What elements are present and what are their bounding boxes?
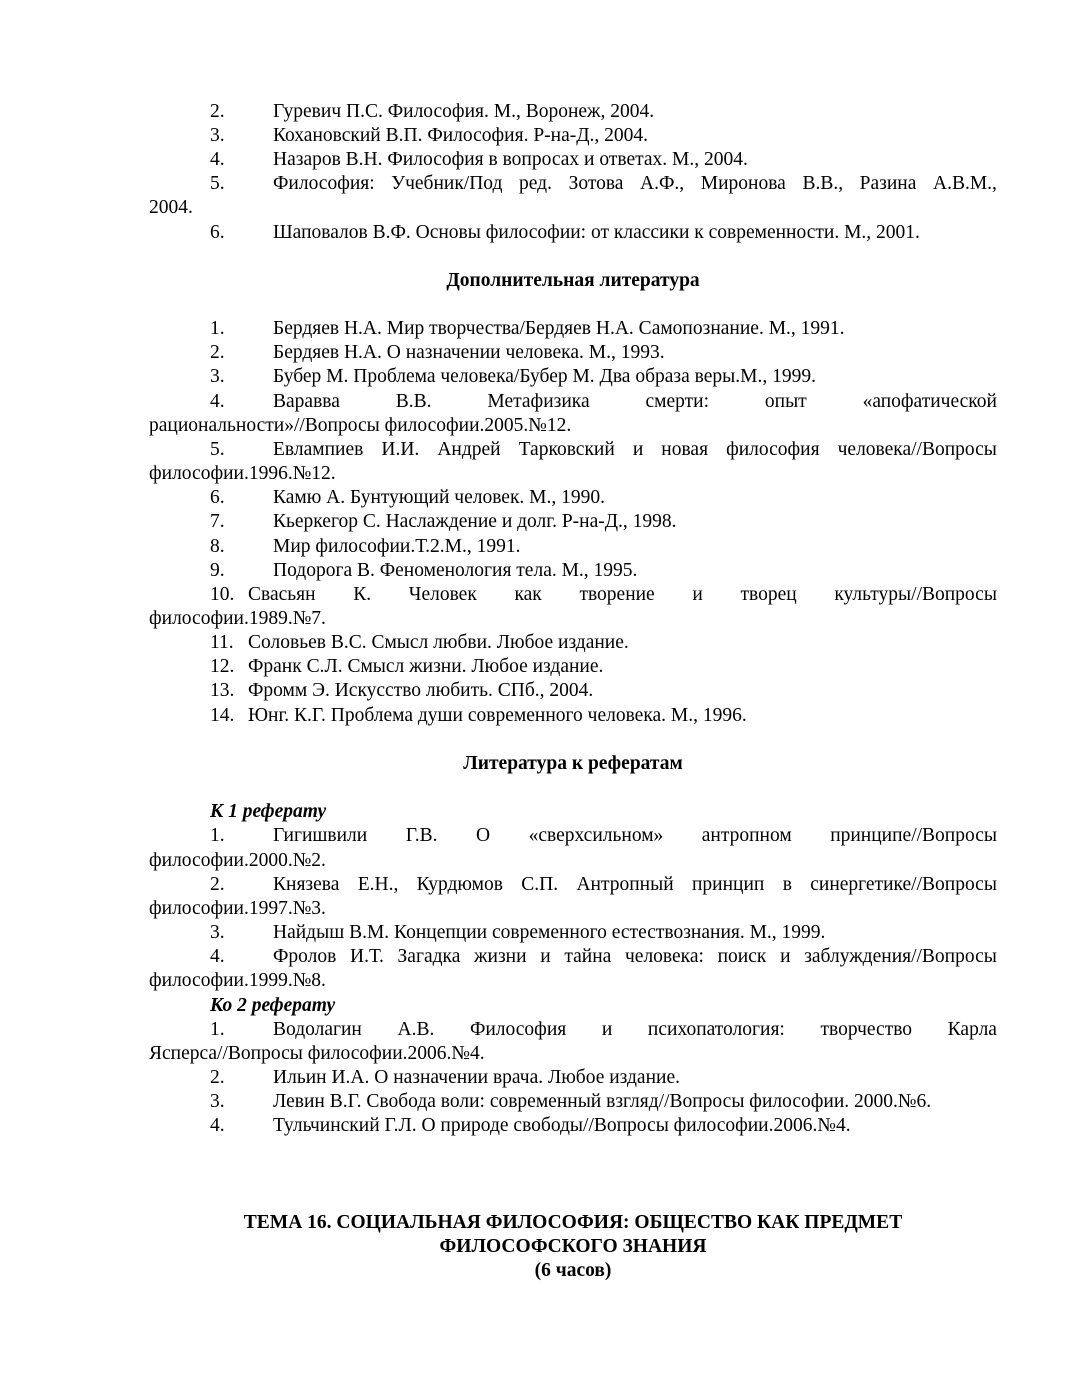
- word: Философия: [469, 1019, 567, 1040]
- item-number: 3.: [210, 125, 225, 146]
- word: Варавва: [273, 391, 340, 412]
- item-text: [273, 873, 997, 897]
- item-number: 1.: [210, 825, 225, 846]
- item-number: 6.: [210, 487, 225, 508]
- list-item: [0, 124, 1071, 148]
- item-number: 2.: [210, 101, 225, 122]
- item-text: Мир философии.Т.2.М., 1991.: [273, 536, 521, 557]
- word: И.Т.: [350, 946, 384, 967]
- item-text: [273, 1018, 997, 1042]
- item-number: 4.: [210, 946, 225, 967]
- item-number: 6.: [210, 222, 225, 243]
- item-text: Кохановский В.П. Философия. Р-на-Д., 2004.: [273, 125, 649, 146]
- word: заблуждения//Вопросы: [804, 946, 997, 967]
- item-text: [273, 172, 997, 196]
- list-item: [0, 390, 1071, 414]
- item-number: 2.: [210, 874, 225, 895]
- word: как: [514, 584, 542, 605]
- item-number: 2.: [210, 342, 225, 363]
- item-number: 2.: [210, 1067, 225, 1088]
- word: Учебник/Под: [391, 173, 503, 194]
- word: и: [780, 946, 791, 967]
- item-text: [273, 438, 997, 462]
- list-item: [0, 583, 1071, 607]
- item-number: 3.: [210, 366, 225, 387]
- list-item-continuation: [0, 607, 1071, 631]
- item-number: 1.: [210, 1019, 225, 1040]
- subsection-heading: [0, 800, 1071, 824]
- word: Фролов: [273, 946, 337, 967]
- item-text: Кьеркегор С. Наслаждение и долг. Р-на-Д., 1998.: [273, 511, 677, 532]
- word: Курдюмов: [416, 874, 503, 895]
- word: и: [601, 1019, 613, 1040]
- word: Князева: [273, 874, 340, 895]
- list-item: [0, 631, 1071, 655]
- item-number: 4.: [210, 391, 225, 412]
- list-item: [0, 921, 1071, 945]
- list-item-continuation: [0, 1042, 1071, 1066]
- word: Водолагин: [273, 1019, 362, 1040]
- word: синергетике//Вопросы: [810, 874, 997, 895]
- item-text-continuation: философии.1999.№8.: [149, 970, 326, 991]
- item-text-continuation: рациональности»//Вопросы философии.2005.№12.: [149, 415, 572, 436]
- word: Андрей: [437, 439, 501, 460]
- word: принцип: [691, 874, 765, 895]
- item-number: 11.: [210, 632, 234, 653]
- word: Метафизика: [487, 391, 590, 412]
- list-item: [0, 535, 1071, 559]
- list-item: [0, 341, 1071, 365]
- word: Свасьян: [248, 584, 316, 605]
- item-number: 5.: [210, 439, 225, 460]
- subsection-heading-text: Ко 2 реферату: [210, 995, 336, 1016]
- word: И.И.: [381, 439, 420, 460]
- list-item: [0, 221, 1071, 245]
- list-item: [0, 148, 1071, 172]
- word: опыт: [764, 391, 807, 412]
- word: Г.В.: [405, 825, 438, 846]
- word: творчество: [820, 1019, 913, 1040]
- list-item: [0, 655, 1071, 679]
- topic-title: [0, 1211, 1071, 1235]
- word: жизни: [474, 946, 527, 967]
- word: ред.: [519, 173, 552, 194]
- item-text: [248, 583, 997, 607]
- list-item-continuation: [0, 969, 1071, 993]
- list-item: [0, 1114, 1071, 1138]
- word: Гигишвили: [273, 825, 368, 846]
- word: А.В.М.,: [933, 173, 997, 194]
- item-text: Шаповалов В.Ф. Основы философии: от классики к современности. М., 2001.: [273, 222, 920, 243]
- word: культуры//Вопросы: [834, 584, 997, 605]
- item-text: Бердяев Н.А. Мир творчества/Бердяев Н.А. Самопознание. М., 1991.: [273, 318, 845, 339]
- word: Е.Н.,: [357, 874, 399, 895]
- word: антропном: [701, 825, 792, 846]
- item-number: 10.: [210, 584, 235, 605]
- word: К.: [353, 584, 372, 605]
- item-text: Левин В.Г. Свобода воли: современный взгляд//Вопросы философии. 2000.№6.: [273, 1091, 932, 1112]
- word: Загадка: [397, 946, 461, 967]
- item-text-continuation: 2004.: [149, 197, 193, 218]
- list-item: [0, 172, 1071, 196]
- item-text-continuation: философии.1997.№3.: [149, 898, 326, 919]
- list-item: [0, 317, 1071, 341]
- section-heading-text: Литература к рефератам: [463, 753, 683, 774]
- item-text-continuation: философии.2000.№2.: [149, 850, 326, 871]
- word: принципе//Вопросы: [830, 825, 997, 846]
- item-number: 4.: [210, 149, 225, 170]
- word: А.Ф.,: [640, 173, 685, 194]
- item-text-continuation: Ясперса//Вопросы философии.2006.№4.: [149, 1043, 485, 1064]
- item-number: 12.: [210, 656, 235, 677]
- word: и: [632, 439, 644, 460]
- item-number: 7.: [210, 511, 225, 532]
- topic-hours: [0, 1259, 1071, 1283]
- subsection-heading: [0, 994, 1071, 1018]
- word: человека//Вопросы: [837, 439, 997, 460]
- word: и: [540, 946, 551, 967]
- topic-title-line2: ФИЛОСОФСКОГО ЗНАНИЯ: [439, 1236, 707, 1257]
- list-item: [0, 365, 1071, 389]
- list-item-continuation: [0, 849, 1071, 873]
- subsection-heading-text: К 1 реферату: [210, 801, 327, 822]
- list-item: [0, 1090, 1071, 1114]
- word: В.В.,: [802, 173, 844, 194]
- word: О: [476, 825, 491, 846]
- item-number: 3.: [210, 922, 225, 943]
- list-item-continuation: [0, 462, 1071, 486]
- word: поиск: [717, 946, 767, 967]
- word: тайна: [564, 946, 612, 967]
- word: Зотова: [568, 173, 624, 194]
- item-number: 4.: [210, 1115, 225, 1136]
- item-number: 9.: [210, 560, 225, 581]
- topic-title: [0, 1235, 1071, 1259]
- word: человека:: [624, 946, 704, 967]
- word: смерти:: [645, 391, 710, 412]
- item-number: 13.: [210, 680, 235, 701]
- list-item-continuation: [0, 897, 1071, 921]
- topic-hours-text: (6 часов): [534, 1260, 612, 1281]
- item-text-continuation: философии.1989.№7.: [149, 608, 326, 629]
- item-text: [273, 824, 997, 848]
- item-text: Гуревич П.С. Философия. М., Воронеж, 2004.: [273, 101, 655, 122]
- word: в: [782, 874, 792, 895]
- list-item: [0, 438, 1071, 462]
- item-text: Франк С.Л. Смысл жизни. Любое издание.: [248, 656, 604, 677]
- list-item: [0, 945, 1071, 969]
- word: Евлампиев: [273, 439, 364, 460]
- word: С.П.: [521, 874, 559, 895]
- list-item: [0, 100, 1071, 124]
- list-item: [0, 1066, 1071, 1090]
- word: Философия:: [273, 173, 375, 194]
- item-text: Бердяев Н.А. О назначении человека. М., 1993.: [273, 342, 665, 363]
- item-text: Фромм Э. Искусство любить. СПб., 2004.: [248, 680, 594, 701]
- list-item-continuation: [0, 196, 1071, 220]
- item-number: 5.: [210, 173, 225, 194]
- list-item: [0, 486, 1071, 510]
- section-heading-text: Дополнительная литература: [446, 270, 700, 291]
- list-item: [0, 704, 1071, 728]
- word: психопатология:: [647, 1019, 785, 1040]
- word: творец: [740, 584, 797, 605]
- list-item: [0, 510, 1071, 534]
- section-heading: [0, 269, 1071, 293]
- word: философия: [726, 439, 820, 460]
- word: В.В.: [395, 391, 432, 412]
- word: и: [692, 584, 703, 605]
- word: Антропный: [576, 874, 674, 895]
- item-text-continuation: философии.1996.№12.: [149, 463, 336, 484]
- item-text: [273, 945, 997, 969]
- item-number: 8.: [210, 536, 225, 557]
- section-heading: [0, 752, 1071, 776]
- item-number: 3.: [210, 1091, 225, 1112]
- list-item: [0, 679, 1071, 703]
- list-item-continuation: [0, 414, 1071, 438]
- list-item: [0, 824, 1071, 848]
- item-text: Ильин И.А. О назначении врача. Любое издание.: [273, 1067, 680, 1088]
- word: Карла: [947, 1019, 997, 1040]
- word: Миронова: [700, 173, 786, 194]
- item-text: Назаров В.Н. Философия в вопросах и ответах. М., 2004.: [273, 149, 748, 170]
- topic-title-line1: ТЕМА 16. СОЦИАЛЬНАЯ ФИЛОСОФИЯ: ОБЩЕСТВО КАК ПРЕДМЕТ: [243, 1212, 903, 1233]
- item-text: Тульчинский Г.Л. О природе свободы//Вопросы философии.2006.№4.: [273, 1115, 851, 1136]
- word: Разина: [859, 173, 917, 194]
- word: «сверхсильном»: [528, 825, 664, 846]
- word: Человек: [408, 584, 477, 605]
- item-number: 1.: [210, 318, 225, 339]
- item-text: Бубер М. Проблема человека/Бубер М. Два образа веры.М., 1999.: [273, 366, 816, 387]
- item-text: [273, 390, 997, 414]
- word: Тарковский: [518, 439, 615, 460]
- list-item: [0, 559, 1071, 583]
- item-text: Соловьев В.С. Смысл любви. Любое издание.: [248, 632, 629, 653]
- item-text: Подорога В. Феноменология тела. М., 1995.: [273, 560, 638, 581]
- list-item: [0, 1018, 1071, 1042]
- item-text: Найдыш В.М. Концепции современного естествознания. М., 1999.: [273, 922, 826, 943]
- item-number: 14.: [210, 705, 235, 726]
- word: «апофатической: [862, 391, 997, 412]
- item-text: Юнг. К.Г. Проблема души современного человека. М., 1996.: [248, 705, 747, 726]
- word: творение: [579, 584, 655, 605]
- word: А.В.: [397, 1019, 435, 1040]
- item-text: Камю А. Бунтующий человек. М., 1990.: [273, 487, 606, 508]
- list-item: [0, 873, 1071, 897]
- word: новая: [661, 439, 709, 460]
